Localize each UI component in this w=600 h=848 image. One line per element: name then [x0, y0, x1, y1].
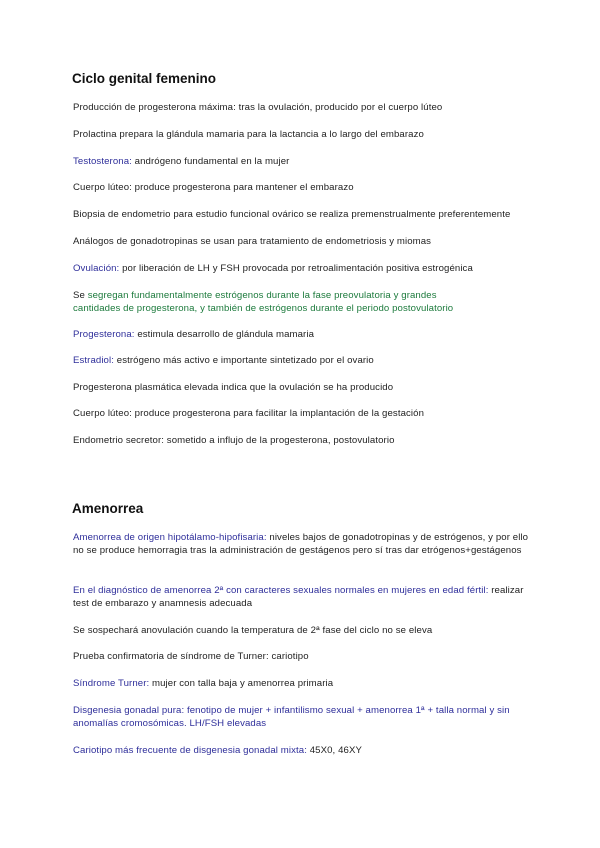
- note-text: Progesterona plasmática elevada indica que la ovulación se ha producido: [73, 382, 394, 393]
- note-term: Síndrome Turner:: [73, 678, 150, 689]
- note-item: [73, 381, 533, 394]
- note-item: [73, 289, 473, 315]
- note-item: [73, 407, 533, 420]
- note-text: Biopsia de endometrio para estudio funcional ovárico se realiza premenstrualmente preferentemente: [73, 209, 511, 220]
- note-item: [73, 262, 533, 275]
- note-term: Testosterona:: [73, 156, 132, 167]
- note-term: En el diagnóstico de amenorrea 2ª con caracteres sexuales normales en mujeres en edad fértil:: [73, 585, 489, 596]
- note-item: [73, 155, 533, 168]
- note-term: Disgenesia gonadal pura: fenotipo de mujer + infantilismo sexual + amenorrea 1ª + talla normal y sin anomalías cromosómicas. LH/FSH elevadas: [73, 705, 510, 729]
- note-item: [73, 354, 533, 367]
- note-item: [73, 744, 533, 757]
- note-text: Se sospechará anovulación cuando la temperatura de 2ª fase del ciclo no se eleva: [73, 625, 433, 636]
- note-item: [73, 677, 533, 690]
- note-text: por liberación de LH y FSH provocada por retroalimentación positiva estrogénica: [119, 263, 473, 274]
- note-term: Progesterona:: [73, 329, 135, 340]
- note-item: [73, 101, 533, 114]
- note-term: Ovulación:: [73, 263, 120, 274]
- note-text: Cuerpo lúteo: produce progesterona para facilitar la implantación de la gestación: [73, 408, 425, 419]
- note-text: Prolactina prepara la glándula mamaria para la lactancia a lo largo del embarazo: [73, 129, 424, 140]
- section-title-ciclo-genital: Ciclo genital femenino: [72, 71, 217, 86]
- note-text: Cuerpo lúteo: produce progesterona para mantener el embarazo: [73, 182, 354, 193]
- section-title-amenorrea: Amenorrea: [72, 501, 144, 516]
- note-item: [73, 584, 533, 610]
- note-item: [73, 328, 533, 341]
- note-text: mujer con talla baja y amenorrea primaria: [149, 678, 334, 689]
- note-item: [73, 531, 533, 557]
- note-text: Endometrio secretor: sometido a influjo de la progesterona, postovulatorio: [73, 435, 395, 446]
- note-item: [73, 208, 533, 221]
- note-item: [73, 434, 533, 447]
- note-item: [73, 650, 533, 663]
- note-text: Prueba confirmatoria de síndrome de Turner: cariotipo: [73, 651, 309, 662]
- note-item: [73, 624, 533, 637]
- note-item: [73, 704, 533, 730]
- note-text: estimula desarrollo de glándula mamaria: [134, 329, 315, 340]
- note-text: niveles bajos de gonadotropinas y de estrógenos, y por ello no se produce hemorragia tras la administración de gestágenos pero sí tras dar etrógenos+gestágenos: [73, 532, 529, 556]
- note-text: estrógeno más activo e importante sintetizado por el ovario: [114, 355, 374, 366]
- note-term: Amenorrea de origen hipotálamo-hipofisaria:: [73, 532, 267, 543]
- note-text: Producción de progesterona máxima: tras la ovulación, producido por el cuerpo lúteo: [73, 102, 443, 113]
- note-text: Se: [73, 290, 88, 301]
- note-item: [73, 128, 533, 141]
- note-text: andrógeno fundamental en la mujer: [131, 156, 290, 167]
- note-item: [73, 235, 533, 248]
- note-text: 45X0, 46XY: [306, 745, 362, 756]
- note-term: Cariotipo más frecuente de disgenesia gonadal mixta:: [73, 745, 307, 756]
- note-text: realizar test de embarazo y anamnesis adecuada: [73, 585, 524, 609]
- note-highlight-text: segregan fundamentalmente estrógenos durante la fase preovulatoria y grandes cantidades de progesterona, y también de estrógenos durante el periodo postovulatorio: [73, 290, 454, 314]
- note-text: Análogos de gonadotropinas se usan para tratamiento de endometriosis y miomas: [73, 236, 432, 247]
- note-item: [73, 181, 533, 194]
- note-term: Estradiol:: [73, 355, 114, 366]
